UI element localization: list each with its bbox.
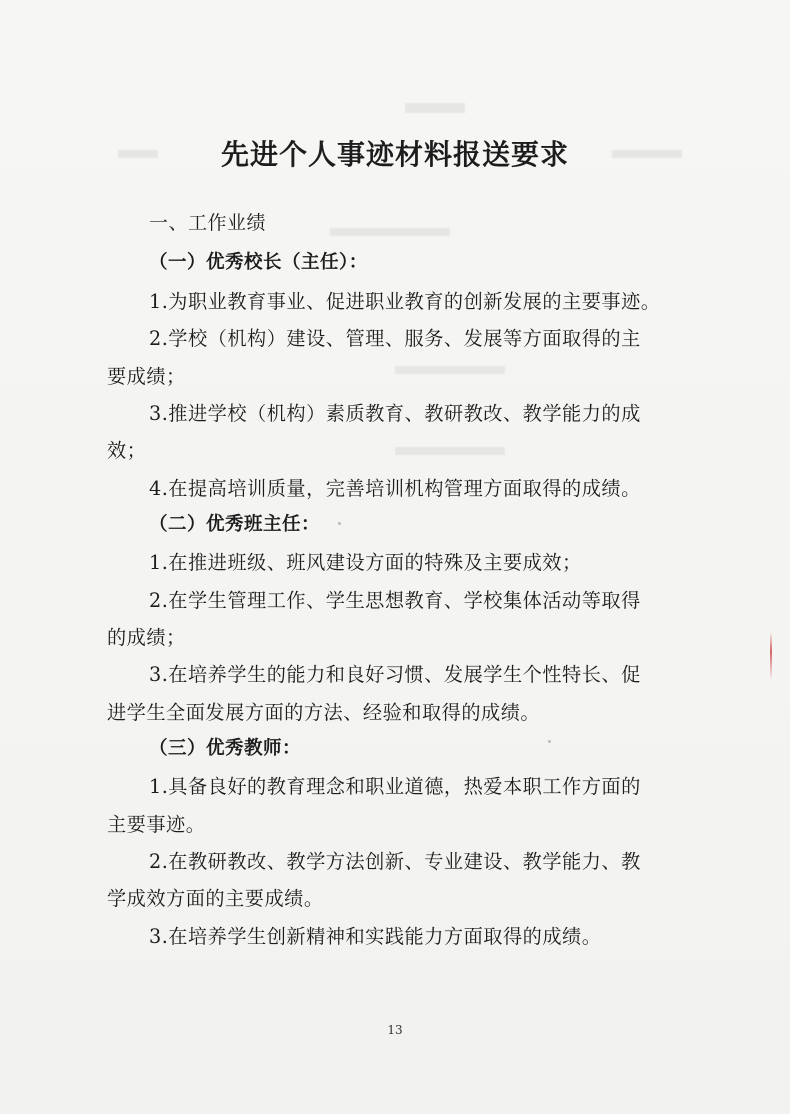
page-number: 13 — [387, 1023, 403, 1037]
bleed-through-shadow — [395, 447, 505, 455]
bleed-through-shadow — [395, 366, 505, 374]
paragraph-line: 3.推进学校（机构）素质教育、教研教改、教学能力的成 — [149, 402, 641, 425]
subsection-heading: （二）优秀班主任： — [149, 514, 321, 535]
paragraph-line: 的成绩； — [107, 626, 186, 649]
paragraph-line: 1.具备良好的教育理念和职业道德，热爱本职工作方面的 — [149, 775, 641, 798]
subsection-heading: （一）优秀校长（主任）： — [149, 252, 368, 273]
red-pen-mark — [770, 632, 772, 680]
paragraph-line: 4.在提高培训质量，完善培训机构管理方面取得的成绩。 — [149, 477, 641, 500]
paragraph-line: 要成绩； — [107, 365, 186, 388]
paragraph-line: 1.在推进班级、班风建设方面的特殊及主要成效； — [149, 551, 582, 574]
paragraph-line: 进学生全面发展方面的方法、经验和取得的成绩。 — [107, 701, 541, 724]
paragraph-line: 效； — [107, 439, 147, 462]
document-title: 先进个人事迹材料报送要求 — [220, 138, 569, 171]
speck — [338, 522, 341, 525]
paragraph-line: 1.为职业教育事业、促进职业教育的创新发展的主要事迹。 — [149, 290, 661, 313]
paragraph-line: 3.在培养学生的能力和良好习惯、发展学生个性特长、促 — [149, 663, 641, 686]
paragraph-line: 3.在培养学生创新精神和实践能力方面取得的成绩。 — [149, 925, 602, 948]
subsection-heading: （三）优秀教师： — [149, 738, 302, 759]
paragraph-line: 学成效方面的主要成绩。 — [107, 887, 324, 910]
section-heading: 一、工作业绩 — [149, 212, 267, 234]
paragraph-line: 主要事迹。 — [107, 813, 206, 836]
paragraph-line: 2.学校（机构）建设、管理、服务、发展等方面取得的主 — [149, 327, 641, 350]
paragraph-line: 2.在教研教改、教学方法创新、专业建设、教学能力、教 — [149, 850, 641, 873]
bleed-through-shadow — [405, 103, 465, 113]
speck — [548, 740, 551, 743]
bleed-through-shadow — [330, 228, 450, 236]
paragraph-line: 2.在学生管理工作、学生思想教育、学校集体活动等取得 — [149, 589, 641, 612]
